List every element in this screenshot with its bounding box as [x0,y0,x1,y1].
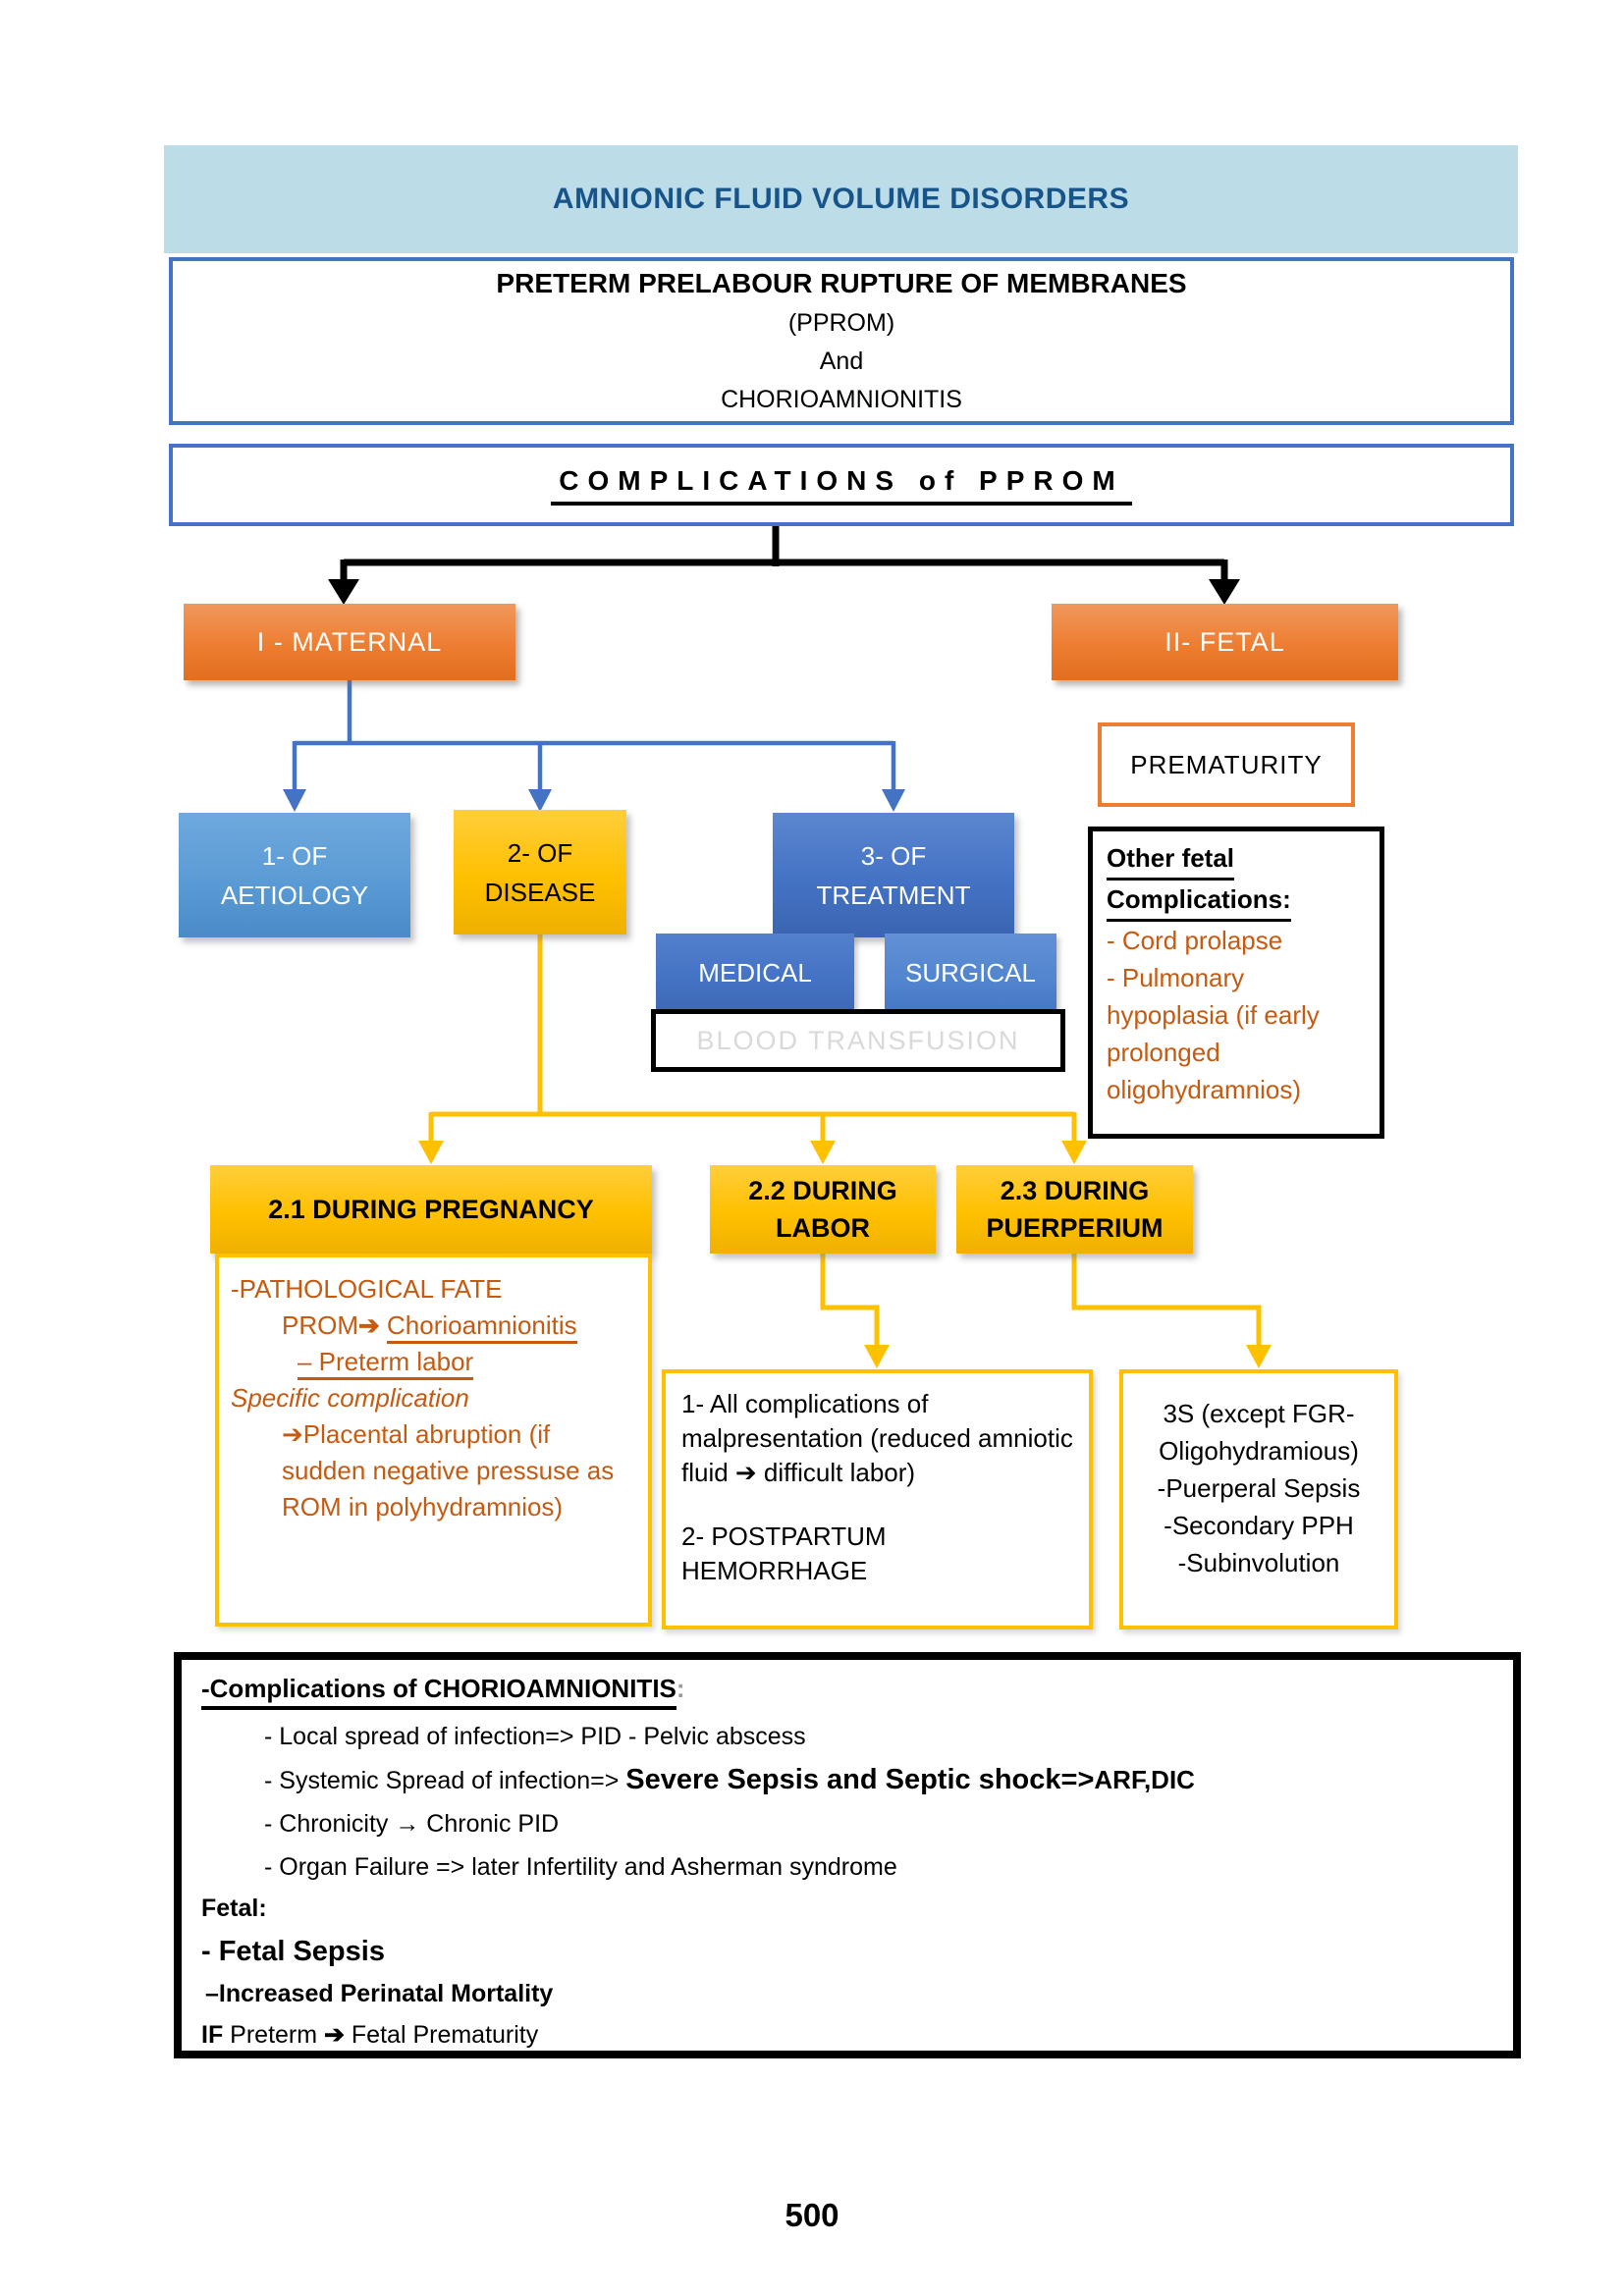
node-disease-line1: 2- OF [507,837,573,868]
chorioamnionitis-link-text: Chorioamnionitis [387,1310,577,1344]
labor-detail-box [662,1369,1093,1629]
node-blood-transfusion [651,1009,1065,1072]
puerperium-detail-line4: -Secondary PPH [1164,1511,1354,1540]
if-text: IF [201,2021,224,2049]
pprom-title: PRETERM PRELABOUR RUPTURE OF MEMBRANES [496,268,1187,298]
yellow-arrowhead-labor [864,1345,890,1368]
other-fetal-item-cord-prolapse: - Cord prolapse [1107,926,1283,955]
blue-arrowhead-1 [283,789,306,812]
header-band [164,145,1518,253]
node-fetal-label: II- FETAL [1164,626,1285,657]
black-arrowhead-left [328,579,359,605]
complications-banner-title: COMPLICATIONS of PPROM [551,465,1131,506]
blue-arrowhead-3 [882,789,905,812]
chorio-heading: -Complications of CHORIOAMNIONITIS [201,1674,677,1710]
yellow-arrowhead-3 [1061,1141,1087,1164]
node-treatment-line2: TREATMENT [816,880,971,910]
chorio-if-preterm-line [201,2019,1493,2052]
pregnancy-detail-specific: Specific complication [231,1383,469,1413]
arrow-right-icon: ➔ [358,1310,388,1340]
pregnancy-detail-prom-line [231,1308,636,1344]
page-number: 500 [785,2197,839,2233]
chorio-fetal-sepsis: - Fetal Sepsis [201,1936,385,1967]
node-maternal-label: I - MATERNAL [256,626,443,657]
pprom-chorioamnionitis: CHORIOAMNIONITIS [721,386,962,413]
other-fetal-heading2: Complications: [1107,881,1291,922]
yellow-arrowhead-1 [418,1141,444,1164]
chorio-heading-colon: : [676,1674,685,1703]
chorio-heading-line [201,1674,1493,1710]
pregnancy-detail-preterm-line [231,1344,636,1380]
node-treatment [773,813,1014,937]
yellow-arrowhead-puerperium [1246,1345,1272,1368]
chorio-item-organ-failure: - Organ Failure => later Infertility and Asherman syndrome [264,1853,897,1881]
page-title: AMNIONIC FLUID VOLUME DISORDERS [552,183,1130,215]
puerperium-detail-box [1119,1369,1398,1629]
other-fetal-complications-box [1088,827,1384,1139]
node-surgical [885,934,1056,1012]
black-arrowhead-right [1209,579,1240,605]
other-fetal-item-pulmonary-hypoplasia: - Pulmonary hypoplasia (if early prolonged oligohydramnios) [1107,963,1320,1104]
node-during-pregnancy-label: 2.1 DURING PREGNANCY [268,1195,594,1224]
severe-sepsis-text: Severe Sepsis and Septic shock=> [625,1764,1095,1795]
node-aetiology-line2: AETIOLOGY [220,880,369,910]
labor-detail-item2-line2: HEMORRHAGE [681,1556,868,1585]
systemic-spread-text: - Systemic Spread of infection=> [264,1767,626,1794]
node-prematurity-label: PREMATURITY [1130,749,1323,779]
node-during-labor [710,1165,936,1254]
node-during-pregnancy [210,1165,652,1254]
prom-text: PROM [282,1310,358,1340]
chorio-fetal-heading: Fetal: [201,1895,267,1922]
node-disease [454,810,626,934]
node-during-puerperium-line1: 2.3 DURING [1000,1176,1150,1205]
node-during-labor-line1: 2.2 DURING [748,1176,897,1205]
node-fetal [1052,604,1398,680]
node-prematurity [1098,722,1355,807]
node-medical-label: MEDICAL [698,957,812,988]
preterm-labor-text: – Preterm labor [298,1347,473,1380]
puerperium-detail-line5: -Subinvolution [1177,1548,1340,1577]
pprom-title-box [169,257,1514,425]
pregnancy-detail-box [215,1254,652,1627]
chorio-item-chronicity: - Chronicity → Chronic PID [264,1810,560,1838]
pregnancy-detail-pathological-fate: -PATHOLOGICAL FATE [231,1274,503,1304]
node-during-labor-line2: LABOR [776,1213,870,1243]
node-during-puerperium-line2: PUERPERIUM [986,1213,1164,1243]
node-medical [656,934,854,1012]
pregnancy-detail-abruption: ➔Placental abruption (if sudden negative pressuse as ROM in polyhydramnios) [282,1419,615,1522]
node-disease-line2: DISEASE [484,877,596,907]
node-during-puerperium [956,1165,1193,1254]
labor-detail-item1: 1- All complications of malpresentation (reduced amniotic fluid ➔ difficult labor) [681,1389,1073,1487]
chorio-item-local-spread: - Local spread of infection=> PID - Pelvic abscess [264,1723,806,1750]
node-blood-transfusion-label: BLOOD TRANSFUSION [696,1025,1020,1055]
fetal-prematurity-text: Fetal Prematurity [344,2021,539,2049]
yellow-labor-connector [823,1254,877,1347]
pprom-and: And [819,347,864,375]
spacer [681,1490,1073,1520]
labor-detail-item2-line1: 2- POSTPARTUM [681,1522,887,1551]
chorio-perinatal-mortality: –Increased Perinatal Mortality [205,1980,554,2007]
other-fetal-heading1: Other fetal [1107,839,1234,881]
chorioamnionitis-complications-box [174,1652,1521,2058]
preterm-text: Preterm [223,2021,325,2049]
node-maternal [184,604,515,680]
arrow-right-icon: ➔ [324,2021,345,2049]
puerperium-detail-line1: 3S (except FGR- [1163,1399,1355,1428]
arf-dic-text: ARF,DIC [1094,1765,1195,1794]
node-aetiology [179,813,410,937]
node-treatment-line1: 3- OF [860,840,927,871]
complications-banner [169,444,1514,526]
chorio-item-systemic-spread [264,1764,1493,1797]
yellow-arrowhead-2 [810,1141,836,1164]
yellow-puerperium-connector [1074,1254,1259,1347]
node-aetiology-line1: 1- OF [261,840,328,871]
blue-arrowhead-2 [528,789,552,812]
puerperium-detail-line3: -Puerperal Sepsis [1157,1473,1361,1503]
node-surgical-label: SURGICAL [905,957,1036,988]
pprom-abbrev: (PPROM) [787,309,895,337]
puerperium-detail-line2: Oligohydramious) [1159,1436,1359,1466]
